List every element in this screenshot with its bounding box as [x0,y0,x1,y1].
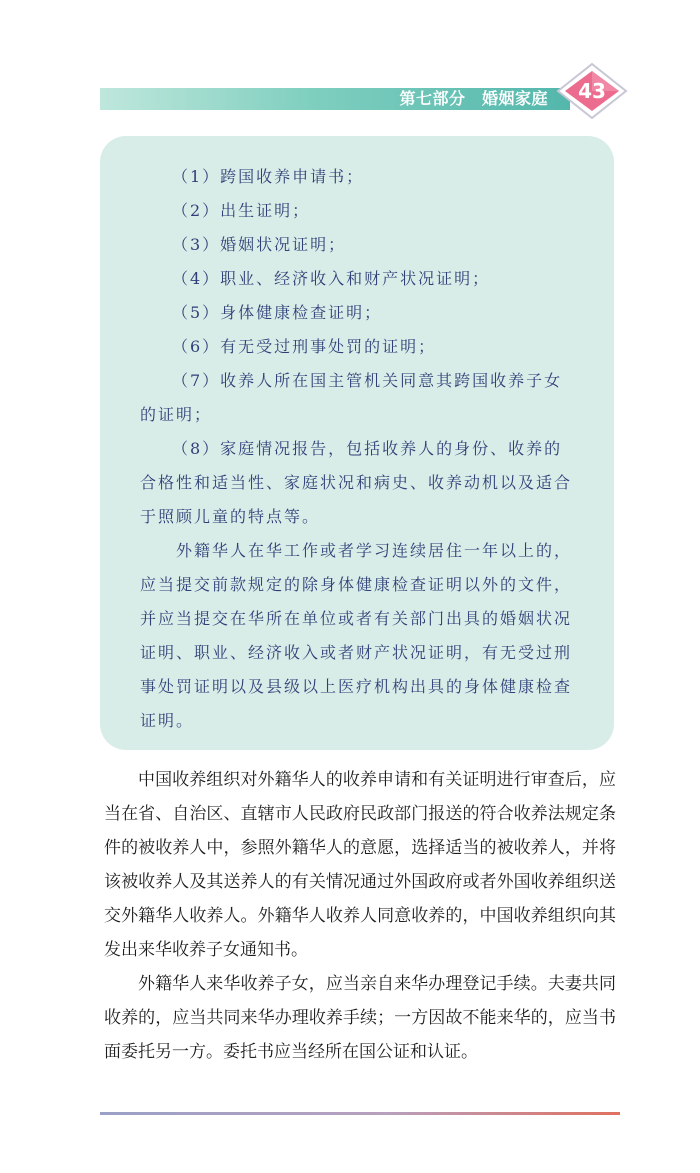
body-paragraph: 中国收养组织对外籍华人的收养申请和有关证明进行审查后，应当在省、自治区、直辖市人民政府民政部门报送的符合收养法规定条件的被收养人中，参照外籍华人的意愿，选择适当的被收养人，并将该被收养人及其送养人的有关情况通过外国政府或者外国收养组织送交外籍华人收养人。外籍华人收养人同意收养的，中国收养组织向其发出来华收养子女通知书。 [104,770,616,960]
doc-item: （5）身体健康检查证明； [172,303,383,322]
doc-item: （2）出生证明； [172,201,311,220]
doc-item: （8）家庭情况报告，包括收养人的身份、收养的合格性和适当性、家庭状况和病史、收养动机以及适合于照顾儿童的特点等。 [140,439,573,526]
doc-item: （7）收养人所在国主管机关同意其跨国收养子女的证明； [140,371,563,424]
doc-item: （3）婚姻状况证明； [172,235,347,254]
page-number: 43 [578,79,606,103]
doc-item: （4）职业、经济收入和财产状况证明； [172,269,491,288]
footer-divider [100,1112,620,1115]
body-paragraph: 外籍华人来华收养子女，应当亲自来华办理登记手续。夫妻共同收养的，应当共同来华办理收养手续；一方因故不能来华的，应当书面委托另一方。委托书应当经所在国公证和认证。 [104,974,616,1062]
box-note: 外籍华人在华工作或者学习连续居住一年以上的，应当提交前款规定的除身体健康检查证明以外的文件，并应当提交在华所在单位或者有关部门出具的婚姻状况证明、职业、经济收入或者财产状况证明，有无受过刑事处罚证明以及县级以上医疗机构出具的身体健康检查证明。 [140,541,573,730]
section-header-band [100,88,570,110]
application-documents-box [100,136,614,750]
doc-item: （1）跨国收养申请书； [172,167,365,186]
body-text [104,763,616,1069]
section-title: 第七部分 婚姻家庭 [399,89,548,108]
doc-item: （6）有无受过刑事处罚的证明； [172,337,437,356]
